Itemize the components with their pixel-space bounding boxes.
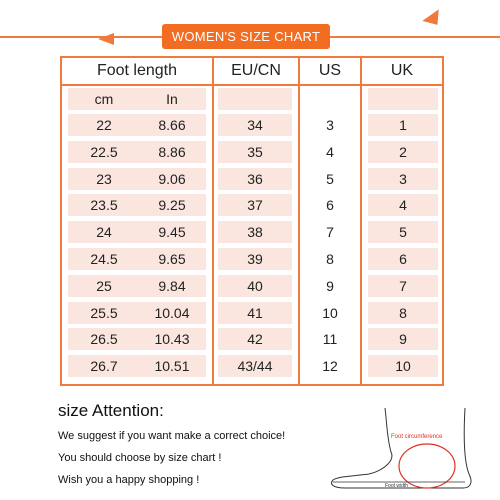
cell-eu: 42 bbox=[247, 331, 263, 348]
cell-uk: 4 bbox=[399, 197, 407, 214]
cell-cm: 22 bbox=[96, 117, 112, 133]
cell-uk: 5 bbox=[399, 224, 407, 241]
cell-in: 9.45 bbox=[158, 224, 186, 241]
cell-us: 12 bbox=[322, 358, 338, 375]
cell-in: 10.04 bbox=[154, 304, 190, 321]
cell-eu: 43/44 bbox=[237, 358, 273, 375]
subheader-in: In bbox=[166, 91, 178, 107]
cell-uk: 2 bbox=[399, 143, 407, 160]
cell-cm: 25.5 bbox=[90, 304, 118, 321]
cell-in: 8.66 bbox=[158, 117, 186, 133]
cell-us: 9 bbox=[326, 277, 334, 294]
uk-subheader-bg bbox=[368, 88, 438, 110]
cell-eu: 37 bbox=[247, 197, 263, 214]
foot-measurement-diagram bbox=[325, 404, 475, 490]
column-header-us: US bbox=[318, 62, 342, 79]
cell-us: 3 bbox=[326, 117, 334, 133]
cell-uk: 6 bbox=[399, 251, 407, 267]
arrow-left-icon bbox=[98, 33, 114, 45]
eu-subheader-bg bbox=[218, 88, 292, 110]
header-line-right bbox=[330, 36, 500, 38]
subheader-cm: cm bbox=[94, 91, 114, 107]
attention-title: size Attention: bbox=[58, 401, 164, 420]
cell-in: 8.86 bbox=[158, 143, 186, 160]
column-header-uk: UK bbox=[390, 62, 414, 79]
cell-uk: 9 bbox=[399, 331, 407, 348]
cell-cm: 26.7 bbox=[90, 358, 118, 375]
cell-cm: 24 bbox=[96, 224, 112, 241]
attention-line-1: We suggest if you want make a correct choice! bbox=[58, 430, 286, 442]
header-divider bbox=[60, 84, 444, 86]
column-header-foot-length: Foot length bbox=[96, 62, 178, 79]
arrow-right-icon bbox=[422, 9, 445, 30]
cell-us: 6 bbox=[326, 197, 334, 214]
cell-us: 8 bbox=[326, 251, 334, 267]
cell-us: 7 bbox=[326, 224, 334, 241]
cell-cm: 26.5 bbox=[90, 331, 118, 348]
attention-line-3: Wish you a happy shopping ! bbox=[58, 474, 200, 486]
cell-in: 9.25 bbox=[158, 197, 186, 214]
cell-eu: 36 bbox=[247, 170, 263, 187]
cell-in: 10.51 bbox=[154, 358, 190, 375]
cell-eu: 39 bbox=[247, 251, 263, 267]
width-label: Foot width bbox=[385, 483, 409, 489]
circumference-loop bbox=[399, 444, 455, 488]
cell-uk: 10 bbox=[395, 358, 411, 375]
cell-us: 4 bbox=[326, 143, 334, 160]
cell-us: 11 bbox=[322, 331, 338, 348]
circumference-label: Foot circumference bbox=[391, 434, 443, 440]
cell-cm: 24.5 bbox=[90, 251, 118, 267]
cell-eu: 35 bbox=[247, 143, 263, 160]
cell-uk: 8 bbox=[399, 304, 407, 321]
cell-us: 10 bbox=[322, 304, 338, 321]
cell-cm: 23.5 bbox=[90, 197, 118, 214]
cell-in: 9.65 bbox=[158, 251, 186, 267]
column-header-eu: EU/CN bbox=[231, 62, 281, 79]
cell-uk: 3 bbox=[399, 170, 407, 187]
cell-eu: 38 bbox=[247, 224, 263, 241]
cell-eu: 40 bbox=[247, 277, 263, 294]
cell-uk: 7 bbox=[399, 277, 407, 294]
cell-cm: 23 bbox=[96, 170, 112, 187]
cell-uk: 1 bbox=[399, 117, 407, 133]
divider-uk bbox=[360, 56, 362, 386]
cell-cm: 22.5 bbox=[90, 143, 118, 160]
cell-in: 9.84 bbox=[158, 277, 186, 294]
cell-us: 5 bbox=[326, 170, 334, 187]
cell-eu: 34 bbox=[247, 117, 263, 133]
cell-cm: 25 bbox=[96, 277, 112, 294]
attention-line-2: You should choose by size chart ! bbox=[58, 452, 222, 464]
cell-eu: 41 bbox=[247, 304, 263, 321]
divider-eu bbox=[212, 56, 214, 386]
cell-in: 9.06 bbox=[158, 170, 186, 187]
header-line-left bbox=[0, 36, 165, 38]
foot-outline-icon bbox=[332, 408, 472, 488]
chart-title: WOMEN'S SIZE CHART bbox=[162, 24, 330, 49]
cell-in: 10.43 bbox=[154, 331, 190, 348]
